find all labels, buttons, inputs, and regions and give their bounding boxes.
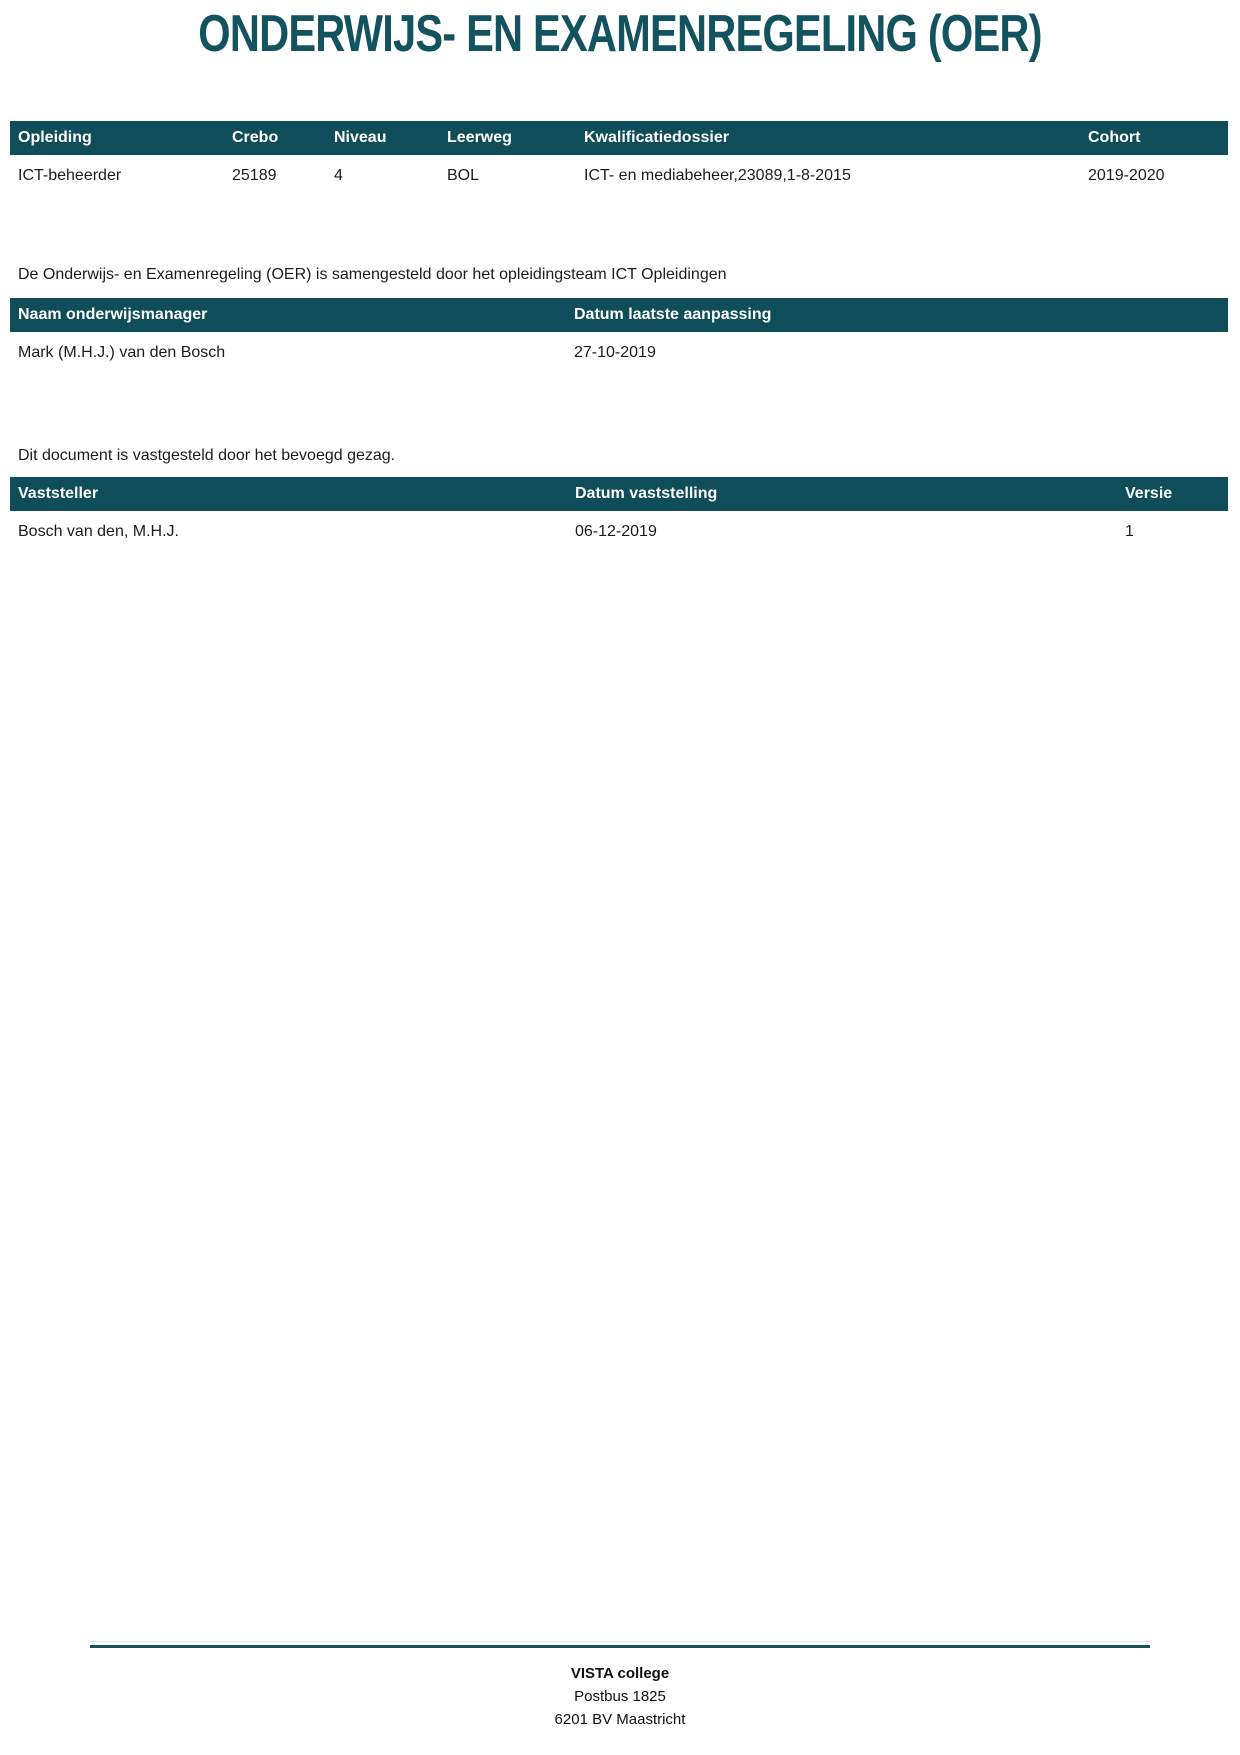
onderwijsmanager-table [10, 298, 1228, 362]
footer-address-line2: 6201 BV Maastricht [554, 1711, 686, 1728]
column-header-cohort: Cohort [1088, 129, 1141, 146]
vaststelling-table [10, 477, 1228, 541]
cell-niveau: 4 [334, 167, 343, 184]
footer-address-line1: Postbus 1825 [574, 1688, 666, 1705]
cell-kwalificatiedossier: ICT- en mediabeheer,23089,1-8-2015 [584, 167, 851, 184]
cell-leerweg: BOL [447, 167, 480, 184]
column-header-naam-onderwijsmanager: Naam onderwijsmanager [18, 306, 208, 323]
table-row [10, 155, 1228, 185]
column-header-kwalificatiedossier: Kwalificatiedossier [584, 129, 729, 146]
cell-opleiding: ICT-beheerder [18, 167, 122, 184]
column-header-datum-laatste-aanpassing: Datum laatste aanpassing [574, 306, 772, 323]
column-header-versie: Versie [1125, 485, 1173, 502]
column-header-niveau: Niveau [334, 129, 387, 146]
table-row [10, 332, 1228, 362]
vaststelling-table-header-row [10, 477, 1228, 511]
footer-divider-light [90, 1641, 1150, 1642]
table-row [10, 511, 1228, 541]
cell-vaststeller: Bosch van den, M.H.J. [18, 523, 179, 540]
opleiding-table-header-row [10, 121, 1228, 155]
page-title: ONDERWIJS- EN EXAMENREGELING (OER) [198, 5, 1042, 63]
footer-org-name: VISTA college [570, 1665, 670, 1682]
cell-datum-laatste-aanpassing: 27-10-2019 [574, 344, 656, 361]
column-header-opleiding: Opleiding [18, 129, 92, 146]
opleiding-table [10, 121, 1228, 185]
vastgesteld-intro-text: Dit document is vastgesteld door het bevoegd gezag. [18, 447, 396, 464]
cell-datum-vaststelling: 06-12-2019 [575, 523, 657, 540]
footer-divider [90, 1645, 1150, 1648]
cell-versie: 1 [1125, 523, 1134, 540]
cell-cohort: 2019-2020 [1088, 167, 1165, 184]
column-header-vaststeller: Vaststeller [18, 485, 99, 502]
onderwijsmanager-table-header-row [10, 298, 1228, 332]
column-header-datum-vaststelling: Datum vaststelling [575, 485, 718, 502]
column-header-crebo: Crebo [232, 129, 279, 146]
footer [0, 1662, 1240, 1731]
cell-crebo: 25189 [232, 167, 277, 184]
samengesteld-intro-text: De Onderwijs- en Examenregeling (OER) is samengesteld door het opleidingsteam ICT Opleidingen [18, 266, 727, 283]
cell-naam-onderwijsmanager: Mark (M.H.J.) van den Bosch [18, 344, 226, 361]
column-header-leerweg: Leerweg [447, 129, 512, 146]
